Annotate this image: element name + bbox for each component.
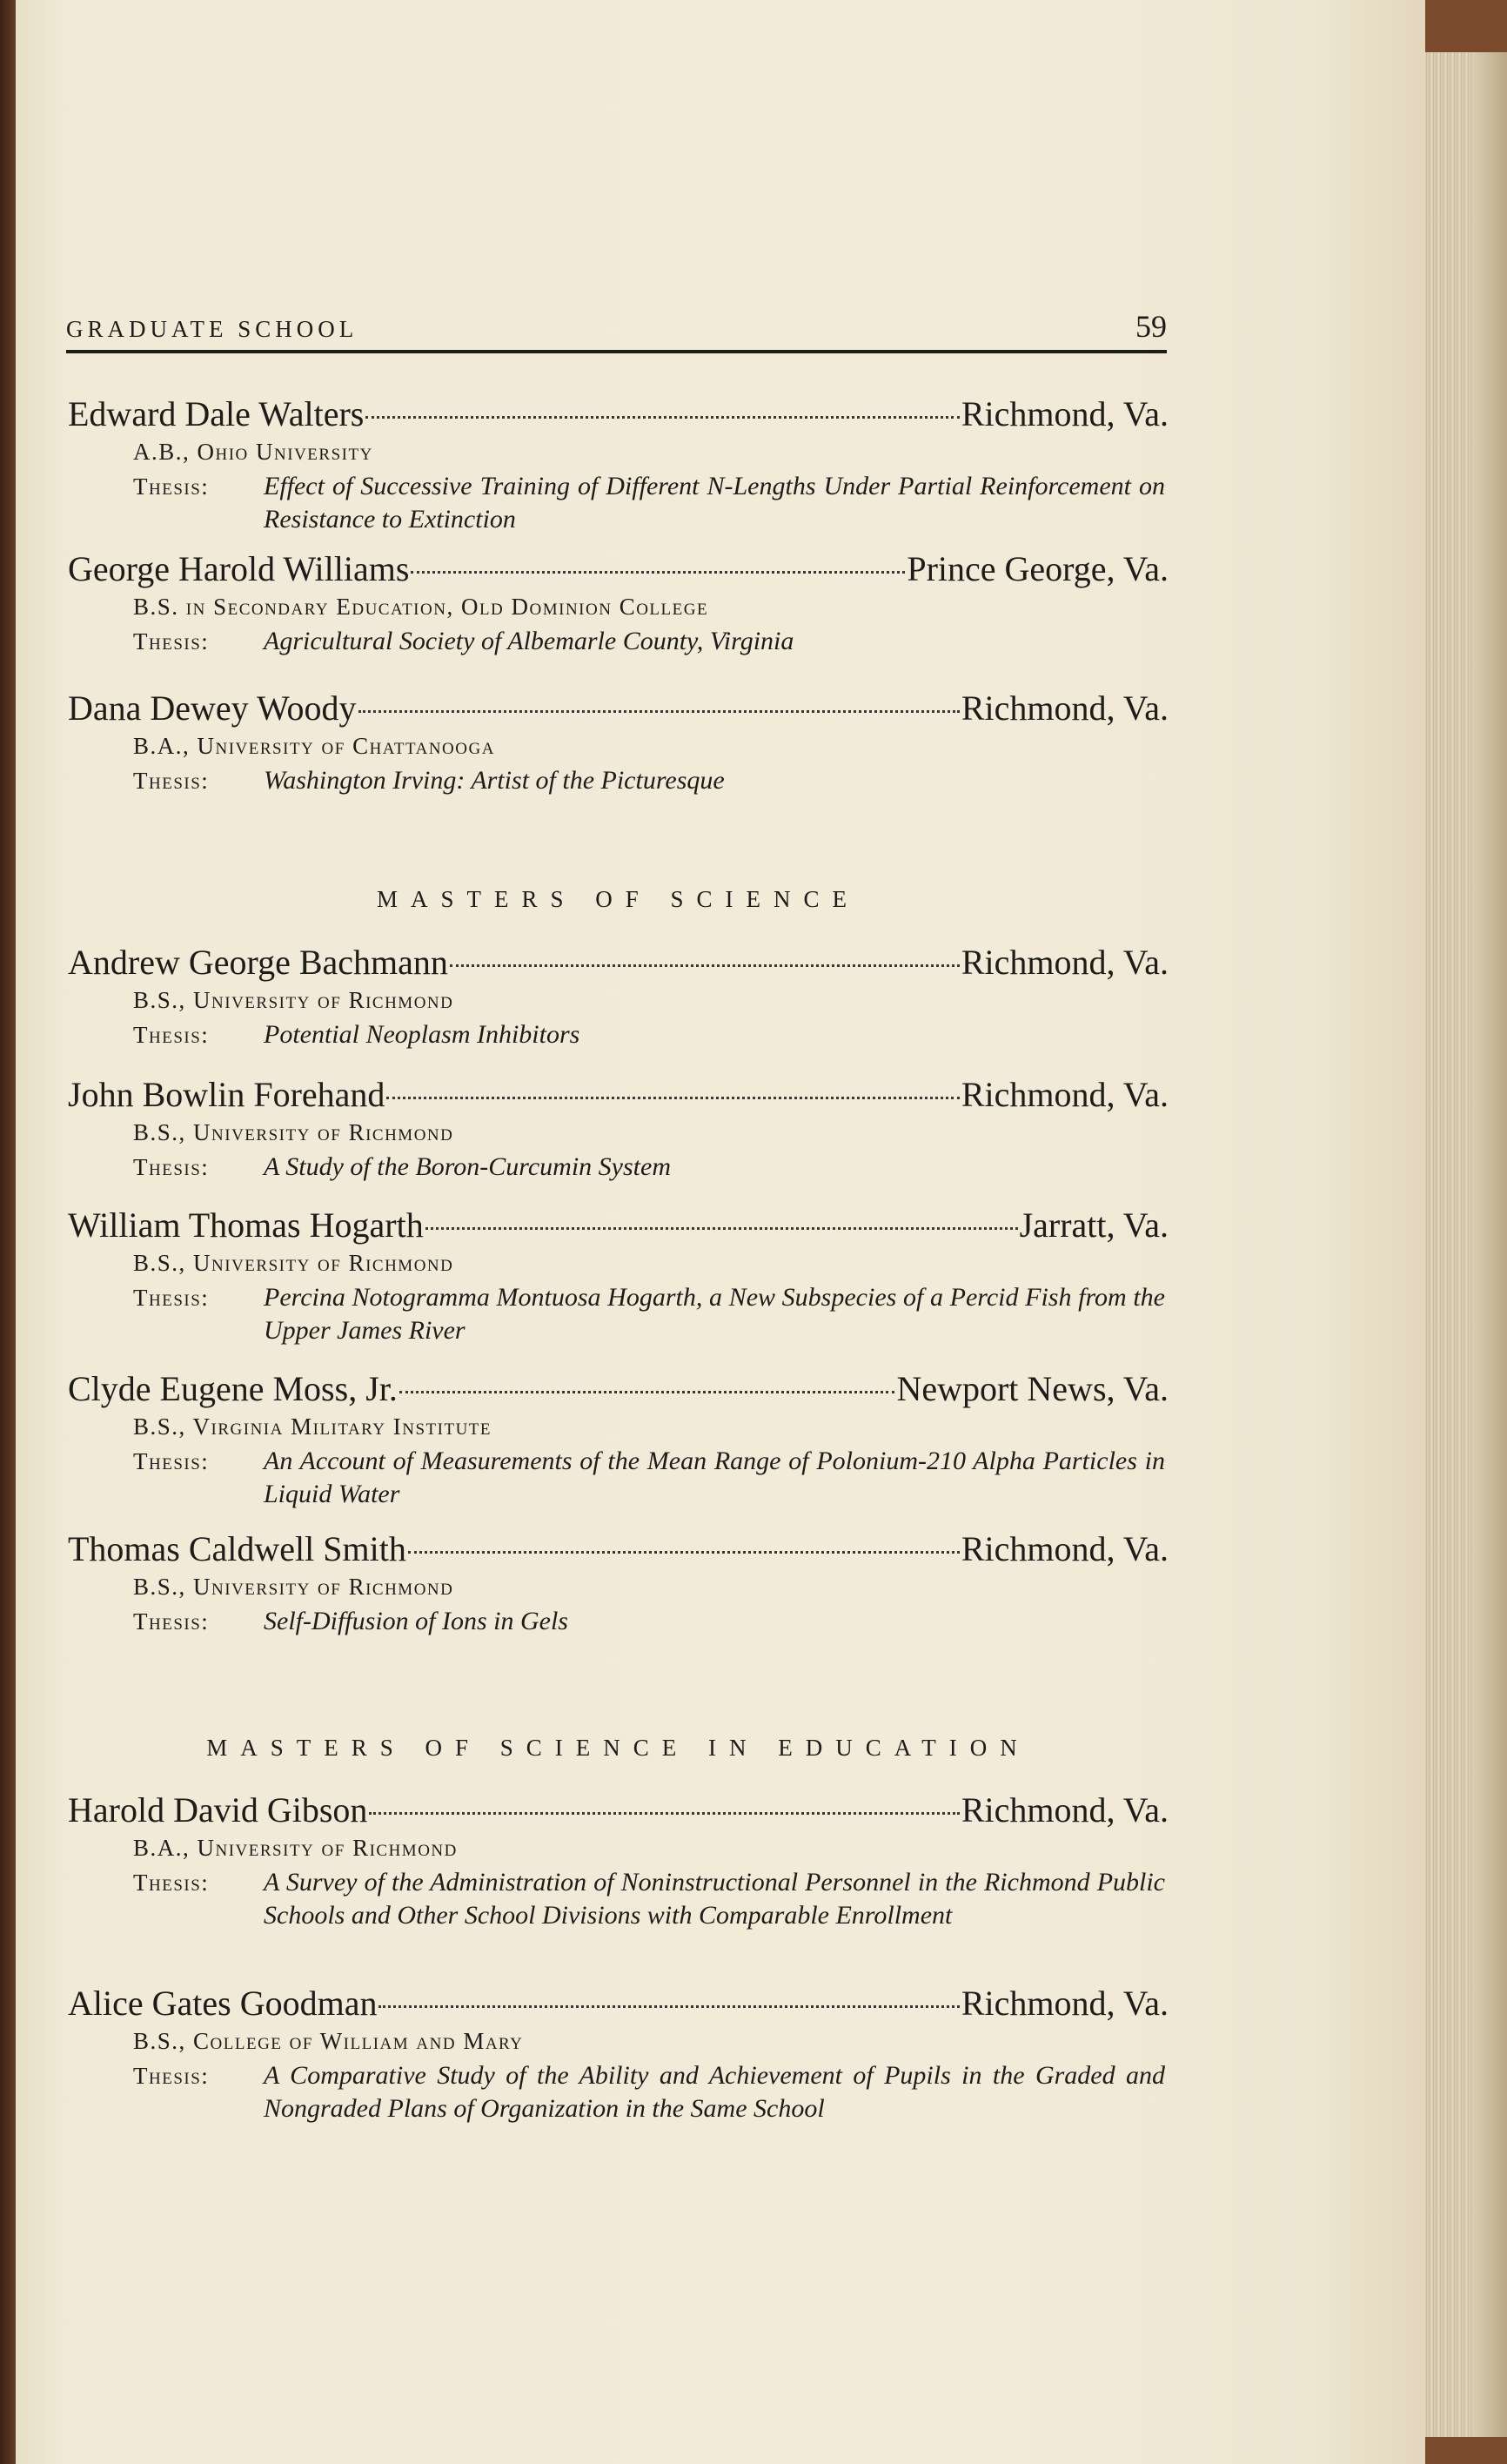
- student-location: Richmond, Va.: [961, 688, 1169, 728]
- student-name: Edward Dale Walters: [68, 394, 365, 433]
- thesis-title: Potential Neoplasm Inhibitors: [264, 1020, 580, 1049]
- thesis-label: Thesis:: [133, 2063, 210, 2089]
- degree: B.S., University of Richmond: [133, 1250, 454, 1276]
- dot-leader: [411, 571, 905, 574]
- degree: B.S. in Secondary Education, Old Dominion College: [133, 594, 709, 620]
- page-number: 59: [1135, 309, 1167, 344]
- student-location: Richmond, Va.: [961, 394, 1169, 433]
- book-page: [16, 0, 1425, 2464]
- entry-harold-david-gibson: [68, 1789, 1169, 1932]
- dot-leader: [378, 2005, 959, 2008]
- student-location: Richmond, Va.: [961, 1984, 1169, 2023]
- dot-leader: [386, 1097, 959, 1099]
- thesis-row: [133, 2059, 1169, 2125]
- thesis-title: Self-Diffusion of Ions in Gels: [264, 1607, 568, 1635]
- entry-william-thomas-hogarth: [68, 1205, 1169, 1347]
- degree: A.B., Ohio University: [133, 439, 373, 465]
- student-name: Dana Dewey Woody: [68, 688, 357, 728]
- degree: B.A., University of Richmond: [133, 1835, 458, 1861]
- degree: B.S., University of Richmond: [133, 1574, 454, 1600]
- student-name: Thomas Caldwell Smith: [68, 1529, 406, 1568]
- entry-dana-dewey-woody: [68, 688, 1169, 797]
- page-edges-rim: [1472, 52, 1507, 2437]
- degree: B.S., College of William and Mary: [133, 2028, 524, 2054]
- thesis-title: Percina Notogramma Montuosa Hogarth, a New Subspecies of a Percid Fish from the Upper James River: [264, 1283, 1165, 1345]
- thesis-row: [133, 1445, 1169, 1511]
- student-name: Harold David Gibson: [68, 1790, 368, 1830]
- thesis-row: [133, 1281, 1169, 1347]
- entry-alice-gates-goodman: [68, 1983, 1169, 2125]
- page-edges: [1411, 52, 1507, 2437]
- thesis-title: Effect of Successive Training of Different N-Lengths Under Partial Reinforcement on Resistance to Extinction: [264, 472, 1165, 534]
- student-location: Richmond, Va.: [961, 1529, 1169, 1568]
- thesis-title: Agricultural Society of Albemarle County, Virginia: [264, 627, 794, 655]
- dot-leader: [425, 1227, 1018, 1230]
- entry-edward-dale-walters: [68, 393, 1169, 536]
- student-name: John Bowlin Forehand: [68, 1075, 385, 1114]
- entry-name-line: [68, 1074, 1169, 1116]
- thesis-title: A Study of the Boron-Curcumin System: [264, 1152, 671, 1181]
- entry-name-line: [68, 688, 1169, 729]
- thesis-label: Thesis:: [133, 1022, 210, 1048]
- student-location: Prince George, Va.: [907, 549, 1169, 588]
- entry-name-line: [68, 1528, 1169, 1570]
- student-name: Alice Gates Goodman: [68, 1984, 378, 2023]
- thesis-label: Thesis:: [133, 768, 210, 794]
- section-heading-masters-of-science: MASTERS OF SCIENCE: [376, 886, 861, 912]
- entry-thomas-caldwell-smith: [68, 1528, 1169, 1638]
- student-location: Richmond, Va.: [961, 943, 1169, 982]
- thesis-label: Thesis:: [133, 1448, 210, 1474]
- header-title: GRADUATE SCHOOL: [66, 316, 358, 342]
- student-location: Jarratt, Va.: [1019, 1205, 1169, 1245]
- running-header: [66, 306, 1167, 353]
- thesis-row: [133, 1151, 1169, 1184]
- thesis-row: [133, 625, 1169, 658]
- entry-name-line: [68, 1205, 1169, 1246]
- entry-name-line: [68, 393, 1169, 435]
- thesis-label: Thesis:: [133, 628, 210, 655]
- thesis-label: Thesis:: [133, 1870, 210, 1896]
- thesis-row: [133, 1018, 1169, 1051]
- student-name: George Harold Williams: [68, 549, 410, 588]
- entry-george-harold-williams: [68, 548, 1169, 658]
- thesis-label: Thesis:: [133, 1285, 210, 1311]
- thesis-row: [133, 764, 1169, 797]
- entry-name-line: [68, 1368, 1169, 1410]
- degree: B.A., University of Chattanooga: [133, 733, 495, 759]
- thesis-title: A Comparative Study of the Ability and Achievement of Pupils in the Graded and Nongraded Plans of Organization in the Same School: [264, 2061, 1165, 2123]
- student-location: Newport News, Va.: [896, 1369, 1169, 1408]
- thesis-label: Thesis:: [133, 1608, 210, 1635]
- student-location: Richmond, Va.: [961, 1075, 1169, 1114]
- thesis-row: [133, 1866, 1169, 1932]
- thesis-title: Washington Irving: Artist of the Picturesque: [264, 766, 725, 795]
- thesis-title: An Account of Measurements of the Mean Range of Polonium-210 Alpha Particles in Liquid Water: [264, 1447, 1165, 1508]
- degree: B.S., Virginia Military Institute: [133, 1413, 492, 1440]
- dot-leader: [399, 1391, 895, 1393]
- dot-leader: [450, 964, 960, 967]
- entry-andrew-george-bachmann: [68, 942, 1169, 1051]
- thesis-title: A Survey of the Administration of Noninstructional Personnel in the Richmond Public Schools and Other School Divisions with Comparable Enrollment: [264, 1868, 1165, 1930]
- dot-leader: [358, 710, 960, 713]
- thesis-label: Thesis:: [133, 1154, 210, 1180]
- dot-leader: [369, 1812, 959, 1815]
- section-heading-masters-of-science-in-education: MASTERS OF SCIENCE IN EDUCATION: [206, 1735, 1030, 1761]
- entry-name-line: [68, 942, 1169, 984]
- entry-name-line: [68, 1983, 1169, 2024]
- entry-clyde-eugene-moss: [68, 1368, 1169, 1511]
- degree: B.S., University of Richmond: [133, 987, 454, 1013]
- student-name: William Thomas Hogarth: [68, 1205, 424, 1245]
- student-name: Andrew George Bachmann: [68, 943, 448, 982]
- entry-name-line: [68, 1789, 1169, 1831]
- student-location: Richmond, Va.: [961, 1790, 1169, 1830]
- thesis-row: [133, 1605, 1169, 1638]
- entry-name-line: [68, 548, 1169, 590]
- dot-leader: [408, 1551, 960, 1554]
- degree: B.S., University of Richmond: [133, 1119, 454, 1145]
- student-name: Clyde Eugene Moss, Jr.: [68, 1369, 398, 1408]
- thesis-row: [133, 470, 1169, 536]
- dot-leader: [365, 416, 959, 419]
- entry-john-bowlin-forehand: [68, 1074, 1169, 1184]
- thesis-label: Thesis:: [133, 473, 210, 500]
